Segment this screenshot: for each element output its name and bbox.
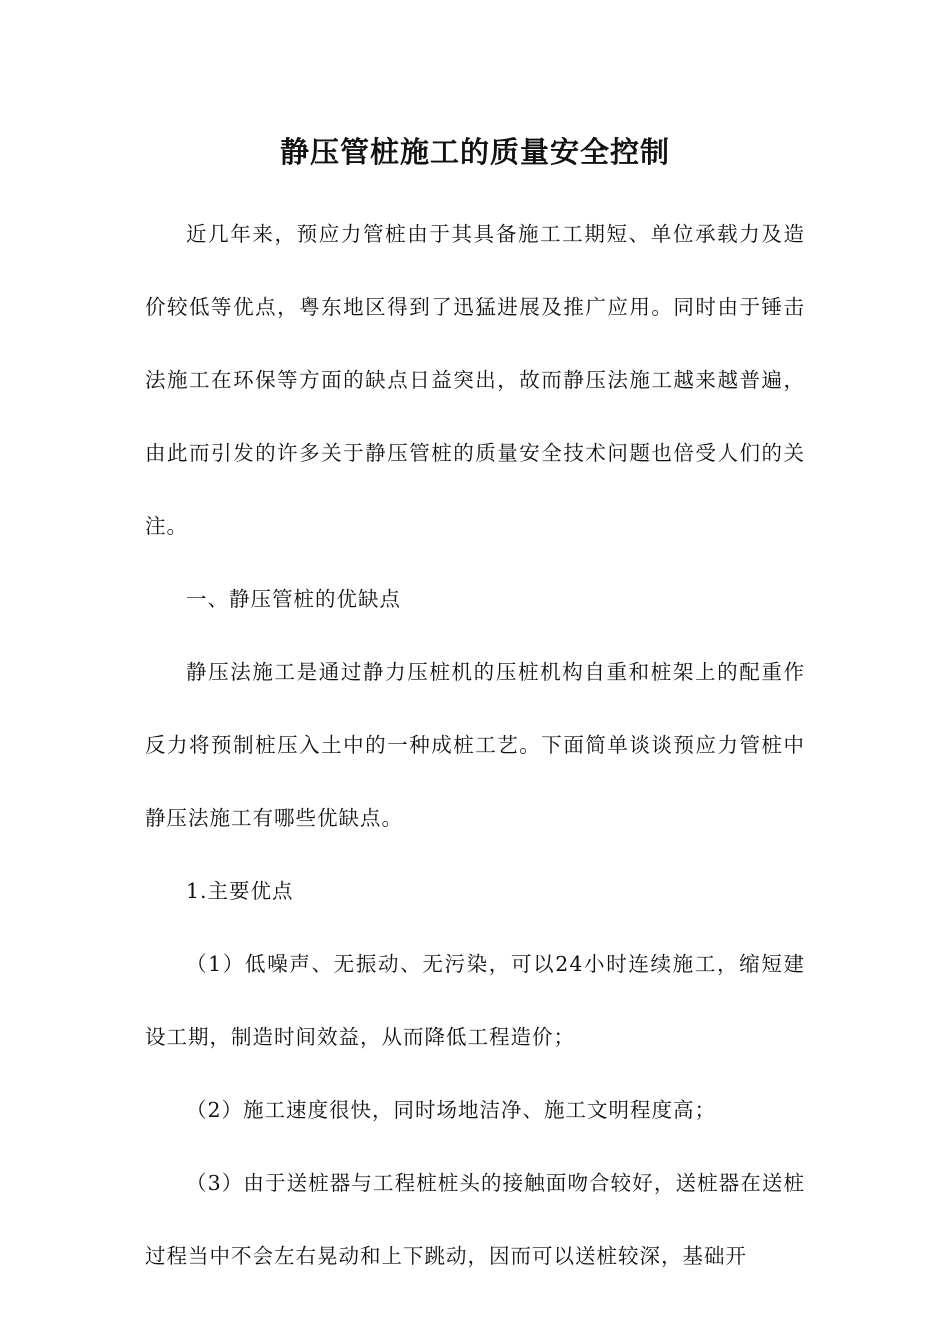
list-item-advantage-3: （3）由于送桩器与工程桩桩头的接触面吻合较好，送桩器在送桩过程当中不会左右晃动和上下跳动，因而可以送桩较深，基础开 [145, 1171, 805, 1268]
list-item-advantage-2: （2）施工速度很快，同时场地洁净、施工文明程度高； [186, 1098, 717, 1122]
section-heading-pros-cons: 一、静压管桩的优缺点 [186, 587, 401, 611]
document-title: 静压管桩施工的质量安全控制 [279, 135, 670, 169]
document-body [145, 198, 805, 1293]
paragraph-intro: 近几年来，预应力管桩由于其具备施工工期短、单位承载力及造价较低等优点，粤东地区得到了迅猛进展及推广应用。同时由于锤击法施工在环保等方面的缺点日益突出，故而静压法施工越来越普遍，由此而引发的许多关于静压管桩的质量安全技术问题也倍受人们的关注。 [145, 222, 805, 538]
paragraph-static-method: 静压法施工是通过静力压桩机的压桩机构自重和桩架上的配重作反力将预制桩压入土中的一种成桩工艺。下面简单谈谈预应力管桩中静压法施工有哪些优缺点。 [145, 660, 805, 830]
subheading-main-advantages: 1.主要优点 [186, 879, 294, 903]
list-item-advantage-1: （1）低噪声、无振动、无污染，可以24小时连续施工，缩短建设工期，制造时间效益，从而降低工程造价； [145, 952, 805, 1049]
